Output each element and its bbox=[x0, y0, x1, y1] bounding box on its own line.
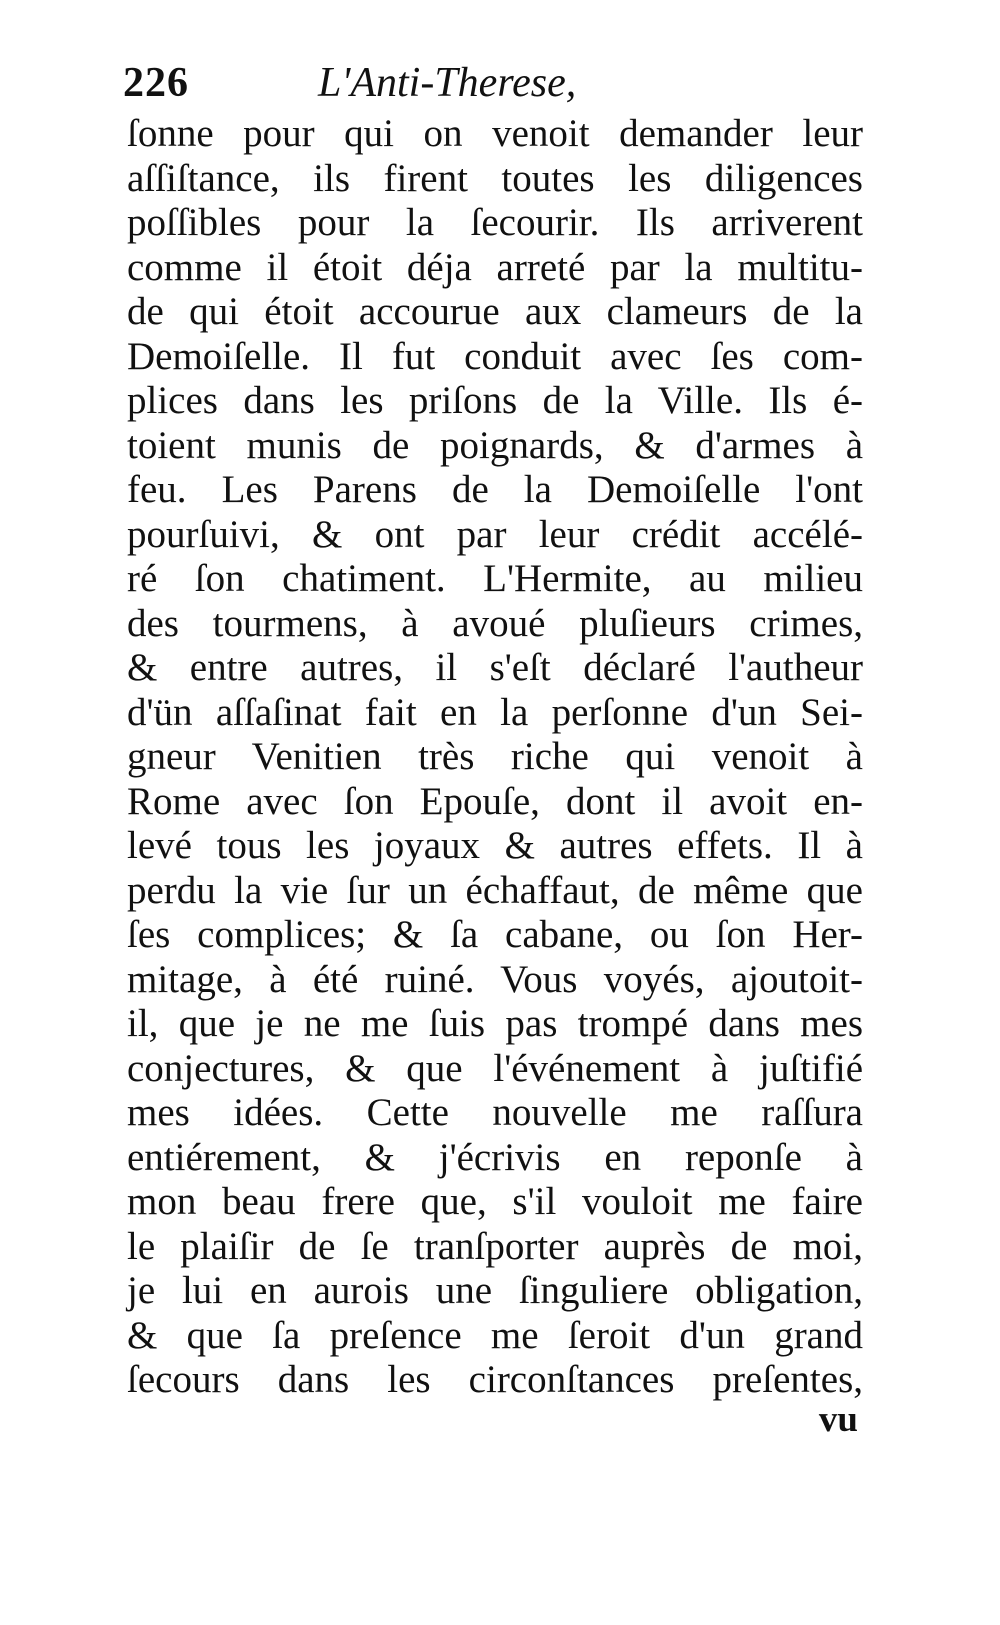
body-text bbox=[127, 112, 863, 1403]
text-line: ſes complices; & ſa cabane, ou ſon Her- bbox=[127, 913, 863, 956]
text-line: plices dans les priſons de la Ville. Ils é- bbox=[127, 379, 863, 422]
text-line: feu. Les Parens de la Demoiſelle l'ont bbox=[127, 468, 863, 511]
text-line: toient munis de poignards, & d'armes à bbox=[127, 423, 863, 467]
text-line: d'ün aſſaſinat fait en la perſonne d'un Sei- bbox=[127, 690, 863, 734]
text-line: de qui étoit accourue aux clameurs de la bbox=[127, 290, 863, 333]
text-line: levé tous les joyaux & autres effets. Il à bbox=[127, 824, 863, 867]
text-line: & que ſa preſence me ſeroit d'un grand bbox=[127, 1313, 863, 1357]
text-line: pourſuivi, & ont par leur crédit accélé- bbox=[127, 512, 863, 556]
page-number: 226 bbox=[123, 60, 189, 106]
text-line: le plaiſir de ſe tranſporter auprès de moi, bbox=[127, 1224, 863, 1268]
text-line: & entre autres, il s'eſt déclaré l'autheur bbox=[127, 646, 863, 689]
text-line: ré ſon chatiment. L'Hermite, au milieu bbox=[127, 557, 863, 600]
text-line: comme il étoit déja arreté par la multitu- bbox=[127, 245, 863, 289]
text-line: Demoiſelle. Il fut conduit avec ſes com- bbox=[127, 334, 863, 378]
text-line: ſonne pour qui on venoit demander leur bbox=[127, 112, 863, 155]
text-line: Rome avec ſon Epouſe, dont il avoit en- bbox=[127, 779, 863, 823]
text-line: mitage, à été ruiné. Vous voyés, ajoutoit- bbox=[127, 957, 863, 1001]
text-line: ſecours dans les circonſtances preſentes, bbox=[127, 1358, 863, 1401]
text-line: mes idées. Cette nouvelle me raſſura bbox=[127, 1091, 863, 1134]
text-line: conjectures, & que l'événement à juſtifié bbox=[127, 1046, 863, 1090]
running-title: L'Anti-Therese, bbox=[318, 60, 577, 106]
running-head bbox=[123, 58, 863, 108]
text-line: perdu la vie ſur un échaffaut, de même que bbox=[127, 868, 863, 912]
text-line: il, que je ne me ſuis pas trompé dans mes bbox=[127, 1002, 863, 1045]
text-line: aſſiſtance, ils firent toutes les diligences bbox=[127, 156, 863, 200]
text-line: entiérement, & j'écrivis en reponſe à bbox=[127, 1135, 863, 1179]
text-line: mon beau frere que, s'il vouloit me faire bbox=[127, 1180, 863, 1223]
text-line: poſſibles pour la ſecourir. Ils arriverent bbox=[127, 201, 863, 244]
text-line: gneur Venitien très riche qui venoit à bbox=[127, 735, 863, 778]
text-line: des tourmens, à avoué pluſieurs crimes, bbox=[127, 601, 863, 645]
text-line: je lui en aurois une ſinguliere obligation, bbox=[127, 1269, 863, 1312]
catchword: vu bbox=[818, 1399, 858, 1440]
